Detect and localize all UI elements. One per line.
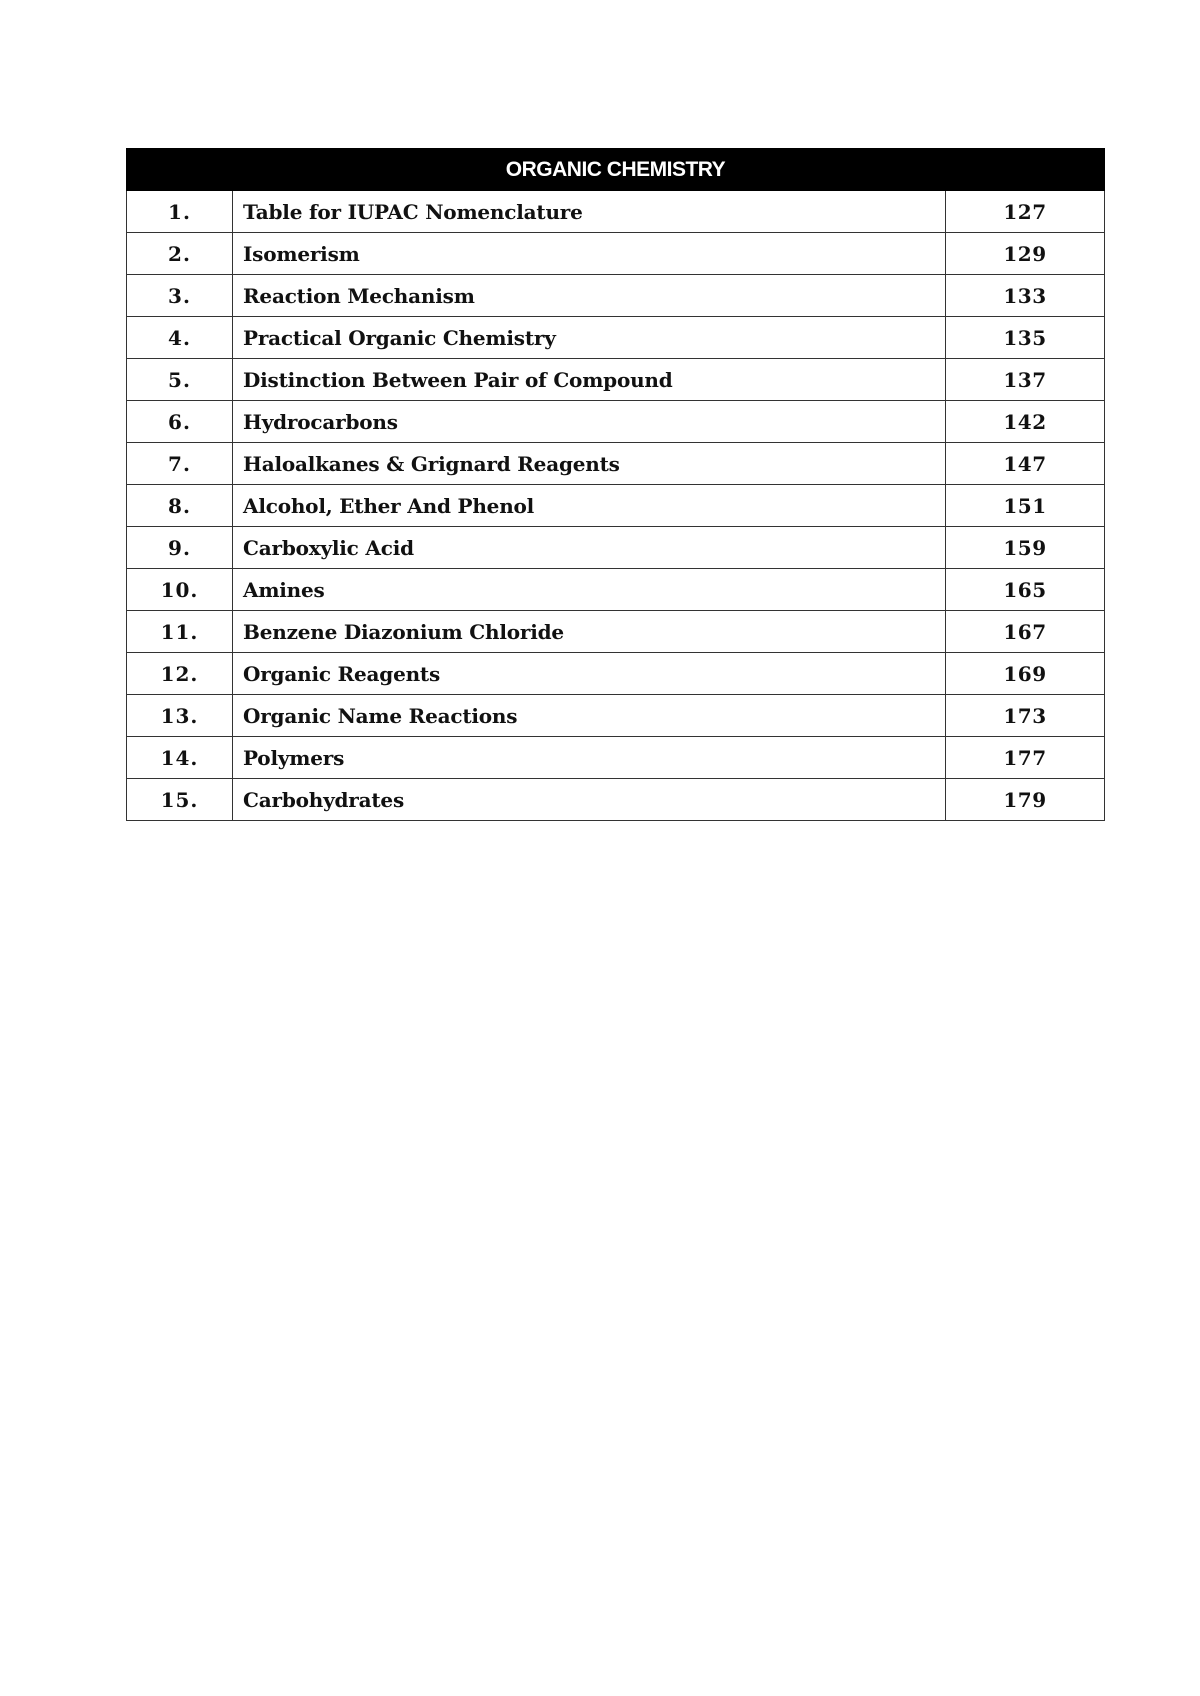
entry-title: Carbohydrates <box>233 779 946 821</box>
contents-row <box>127 443 1105 485</box>
contents-row <box>127 611 1105 653</box>
entry-page-number: 135 <box>946 317 1105 359</box>
contents-row <box>127 191 1105 233</box>
entry-title: Amines <box>233 569 946 611</box>
entry-number: 14. <box>127 737 233 779</box>
contents-row <box>127 317 1105 359</box>
section-title: ORGANIC CHEMISTRY <box>127 149 1105 191</box>
entry-title: Practical Organic Chemistry <box>233 317 946 359</box>
entry-title: Polymers <box>233 737 946 779</box>
entry-page-number: 179 <box>946 779 1105 821</box>
entry-page-number: 133 <box>946 275 1105 317</box>
entry-title: Carboxylic Acid <box>233 527 946 569</box>
entry-title: Organic Name Reactions <box>233 695 946 737</box>
contents-row <box>127 653 1105 695</box>
contents-row <box>127 737 1105 779</box>
entry-number: 10. <box>127 569 233 611</box>
entry-number: 15. <box>127 779 233 821</box>
entry-page-number: 177 <box>946 737 1105 779</box>
entry-page-number: 159 <box>946 527 1105 569</box>
contents-table <box>126 148 1105 821</box>
entry-title: Organic Reagents <box>233 653 946 695</box>
section-header-row <box>127 149 1105 191</box>
entry-number: 1. <box>127 191 233 233</box>
entry-number: 6. <box>127 401 233 443</box>
entry-title: Benzene Diazonium Chloride <box>233 611 946 653</box>
entry-number: 2. <box>127 233 233 275</box>
entry-title: Haloalkanes & Grignard Reagents <box>233 443 946 485</box>
entry-page-number: 151 <box>946 485 1105 527</box>
entry-page-number: 147 <box>946 443 1105 485</box>
entry-page-number: 129 <box>946 233 1105 275</box>
entry-page-number: 137 <box>946 359 1105 401</box>
contents-row <box>127 359 1105 401</box>
contents-body <box>127 191 1105 821</box>
entry-title: Reaction Mechanism <box>233 275 946 317</box>
contents-row <box>127 275 1105 317</box>
contents-row <box>127 233 1105 275</box>
entry-number: 5. <box>127 359 233 401</box>
contents-row <box>127 527 1105 569</box>
entry-title: Distinction Between Pair of Compound <box>233 359 946 401</box>
entry-number: 3. <box>127 275 233 317</box>
contents-row <box>127 695 1105 737</box>
entry-title: Alcohol, Ether And Phenol <box>233 485 946 527</box>
entry-page-number: 167 <box>946 611 1105 653</box>
entry-page-number: 173 <box>946 695 1105 737</box>
entry-number: 11. <box>127 611 233 653</box>
entry-number: 13. <box>127 695 233 737</box>
entry-title: Hydrocarbons <box>233 401 946 443</box>
contents-row <box>127 485 1105 527</box>
contents-row <box>127 779 1105 821</box>
entry-number: 7. <box>127 443 233 485</box>
entry-page-number: 127 <box>946 191 1105 233</box>
entry-number: 4. <box>127 317 233 359</box>
entry-title: Isomerism <box>233 233 946 275</box>
entry-page-number: 142 <box>946 401 1105 443</box>
contents-row <box>127 569 1105 611</box>
entry-title: Table for IUPAC Nomenclature <box>233 191 946 233</box>
entry-page-number: 169 <box>946 653 1105 695</box>
entry-number: 8. <box>127 485 233 527</box>
contents-row <box>127 401 1105 443</box>
entry-number: 12. <box>127 653 233 695</box>
entry-page-number: 165 <box>946 569 1105 611</box>
entry-number: 9. <box>127 527 233 569</box>
